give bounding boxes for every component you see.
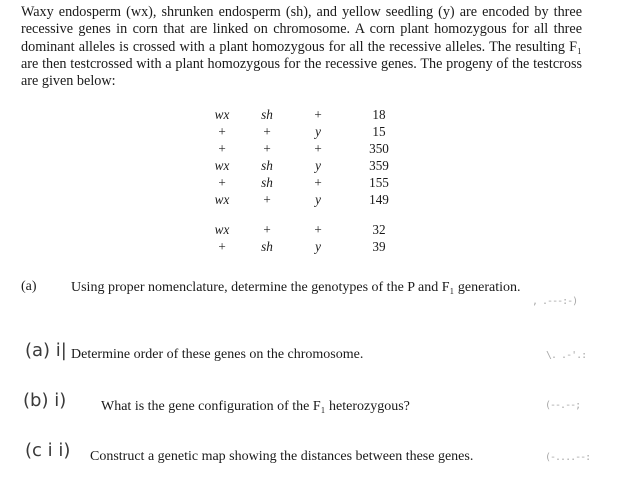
question-a-label: (a) — [21, 279, 37, 294]
sh-locus-cell: sh — [261, 239, 273, 254]
y-locus-cell: + — [313, 175, 323, 190]
handwritten-scribble: (--.--; — [545, 400, 581, 411]
progeny-count-cell: 15 — [372, 124, 386, 139]
sh-locus-cell: sh — [261, 158, 273, 173]
handwritten-scribble: (-....--: — [545, 452, 591, 463]
table-row — [206, 106, 418, 123]
y-locus-cell: y — [315, 158, 321, 173]
wx-locus-cell: wx — [214, 192, 230, 207]
handwritten-question-mark: (a) i| — [25, 340, 67, 361]
wx-locus-cell: wx — [214, 222, 230, 237]
question-d-text: Construct a genetic map showing the distances between these genes. — [90, 449, 474, 464]
question-b-text: Determine order of these genes on the chromosome. — [71, 347, 364, 362]
testcross-progeny-table — [206, 106, 418, 255]
handwritten-question-mark: (c i i) — [25, 440, 71, 461]
wx-locus-cell: + — [217, 124, 227, 139]
progeny-count-cell: 149 — [369, 192, 389, 207]
y-locus-cell: y — [315, 124, 321, 139]
question-a-text: Using proper nomenclature, determine the genotypes of the P and F₁ generation. — [71, 280, 521, 295]
table-row — [206, 123, 418, 140]
progeny-count-cell: 350 — [369, 141, 389, 156]
y-locus-cell: + — [313, 222, 323, 237]
table-row — [206, 238, 418, 255]
table-row — [206, 174, 418, 191]
wx-locus-cell: + — [217, 239, 227, 254]
handwritten-scribble: , .---:-) — [532, 296, 578, 307]
wx-locus-cell: + — [217, 175, 227, 190]
sh-locus-cell: sh — [261, 175, 273, 190]
progeny-count-cell: 18 — [372, 107, 386, 122]
handwritten-question-mark: (b) i) — [23, 390, 67, 411]
table-row — [206, 221, 418, 238]
progeny-count-cell: 155 — [369, 175, 389, 190]
wx-locus-cell: wx — [214, 107, 230, 122]
table-row — [206, 140, 418, 157]
y-locus-cell: + — [313, 107, 323, 122]
progeny-count-cell: 32 — [372, 222, 386, 237]
y-locus-cell: + — [313, 141, 323, 156]
wx-locus-cell: + — [217, 141, 227, 156]
progeny-count-cell: 359 — [369, 158, 389, 173]
progeny-count-cell: 39 — [372, 239, 386, 254]
handwritten-scribble: \. .-'.: — [546, 350, 587, 361]
y-locus-cell: y — [315, 192, 321, 207]
sh-locus-cell: sh — [261, 107, 273, 122]
sh-locus-cell: + — [262, 192, 272, 207]
sh-locus-cell: + — [262, 141, 272, 156]
table-row — [206, 157, 418, 174]
table-spacer-row — [206, 208, 418, 221]
question-c-text: What is the gene configuration of the F₁ heterozygous? — [101, 399, 410, 414]
problem-statement: Waxy endosperm (wx), shrunken endosperm (sh), and yellow seedling (y) are encoded by three recessive genes in corn that are linked on chromosome. A corn plant homozygous for all three dominant alleles is crossed with a plant homozygous for all the recessive alleles. The resulting F₁ are then testcrossed with a plant homozygous for the recessive genes. The progeny of the testcross are given below: — [21, 4, 582, 90]
wx-locus-cell: wx — [214, 158, 230, 173]
table-row — [206, 191, 418, 208]
sh-locus-cell: + — [262, 124, 272, 139]
y-locus-cell: y — [315, 239, 321, 254]
sh-locus-cell: + — [262, 222, 272, 237]
